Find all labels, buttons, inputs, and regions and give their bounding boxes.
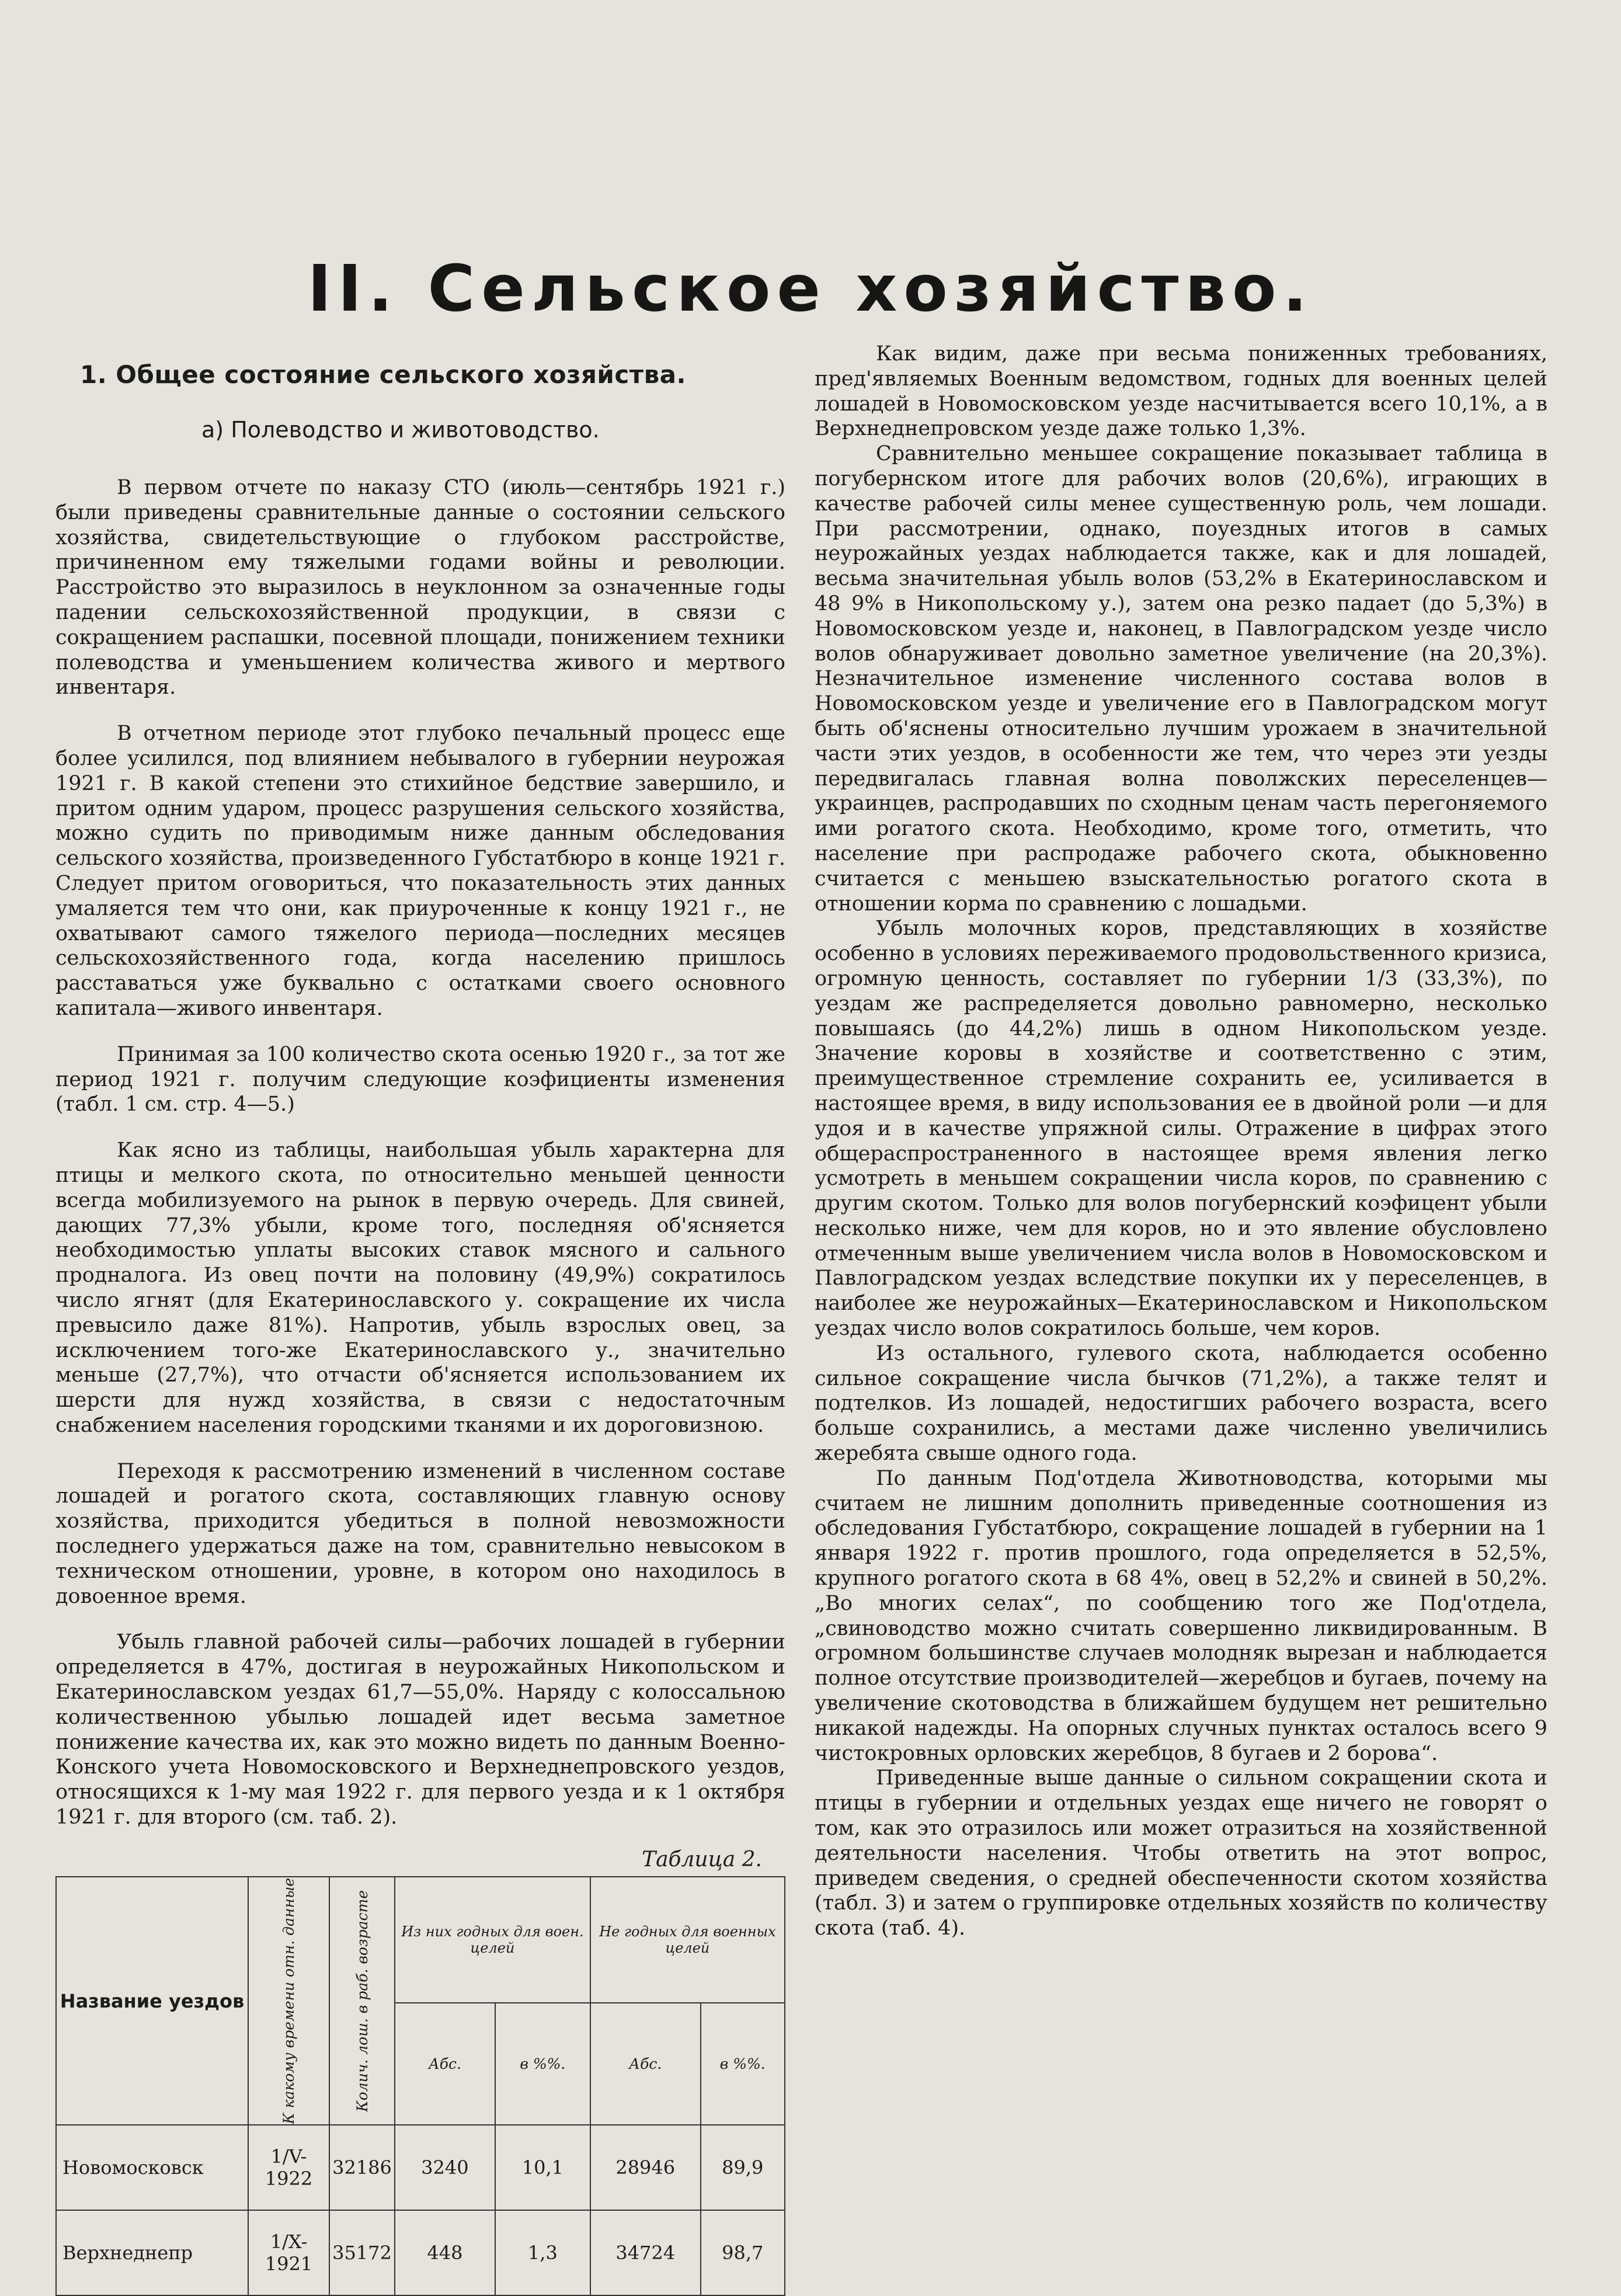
cell-unfit-pct: 89,9 [701,2125,785,2210]
header-time: К какому времени отн. данные [248,1877,329,2125]
paragraph: Приведенные выше данные о сильном сокращении скота и птицы в губернии и отдельных уездах еще ничего не говорят о том, как это отразилось или может отразиться на хозяйственной деятельности населения. Чтобы ответить на этот вопрос, приведем сведения, о средней обеспеченности скотом хозяйства (табл. 3) и затем о группировке отдельных хозяйств по количеству скота (таб. 4). [815,1766,1547,1940]
paragraph: Как ясно из таблицы, наибольшая убыль характерна для птицы и мелкого скота, по относительно меньшей ценности всегда мобилизуемого на рынок в первую очередь. Для свиней, дающих 77,3% убыли, кроме того, последняя об'ясняется необходимостью уплаты высоких ставок мясного и сального продналога. Из овец почти на половину (49,9%) сократилось число ягнят (для Екатеринославского у. сокращение их числа превысило даже 81%). Напротив, убыль взрослых овец, за исключением того-же Екатеринославского у., значительно меньше (27,7%), что отчасти об'ясняется использованием их шерсти для нужд хозяйства, в связи с недостаточным снабжением населения городскими тканями и их дороговизною. [55,1139,785,1437]
cell-count: 32186 [329,2125,395,2210]
table-caption: Таблица 2. [642,1847,762,1871]
right-column [815,342,1547,1941]
paragraph: В отчетном периоде этот глубоко печальный процесс еще более усилился, под влиянием небывалого в губернии неурожая 1921 г. В какой степени это стихийное бедствие завершило, и притом одним ударом, процесс разрушения сельского хозяйства, можно судить по приводимым ниже данным обследования сельского хозяйства, произведенного Губстатбюро в конце 1921 г. Следует притом оговориться, что показательность этих данных умаляется тем что они, как приуроченные к концу 1921 г., не охватывают самого тяжелого периода—последних месяцев сельскохозяйственного года, когда населению пришлось расставаться уже буквально с остатками своего основного капитала—живого инвентаря. [55,722,785,1020]
cell-fit-pct: 10,1 [495,2125,590,2210]
paragraph: В первом отчете по наказу СТО (июль—сентябрь 1921 г.) были приведены сравнительные данные о состоянии сельского хозяйства, свидетельствующие о глубоком расстройстве, причиненном ему тяжелыми годами войны и революции. Расстройство это выразилось в неуклонном за означенные годы падении сельскохозяйственной продукции, в связи с сокращением распашки, посевной площади, понижением техники полеводства и уменьшением количества живого и мертвого инвентаря. [55,476,785,700]
cell-count: 35172 [329,2210,395,2295]
cell-unfit-abs: 34724 [590,2210,701,2295]
header-abs: Абс. [395,2003,495,2125]
cell-fit-abs: 448 [395,2210,495,2295]
header-pct: в %%. [701,2003,785,2125]
cell-fit-abs: 3240 [395,2125,495,2210]
cell-fit-pct: 1,3 [495,2210,590,2295]
cell-uezd: Верхнеднепр [56,2210,248,2295]
table-row [56,2125,785,2210]
header-fit: Из них годных для воен. целей [395,1877,590,2003]
header-unfit: Не годных для военных целей [590,1877,785,2003]
left-column [55,342,785,2296]
paragraph: Сравнительно меньшее сокращение показывает таблица в погубернском итоге для рабочих волов (20,6%), играющих в качестве рабочей силы менее существенную роль, чем лошади. При рассмотрении, однако, поуездных итогов в самых неурожайных уездах наблюдается также, как и для лошадей, весьма значительная убыль волов (53,2% в Екатеринославском и 48 9% в Никопольскому у.), затем она резко падает (до 5,3%) в Новомосковском уезде и, наконец, в Павлоградском уезде число волов обнаруживает довольно заметное увеличение (на 20,3%). Незначительное изменение численного состава волов в Новомосковском уезде и увеличение его в Павлоградском могут быть об'яснены относительно лучшим урожаем в значительной части этих уездов, в особенности же тем, что через эти уезды передвигалась главная волна поволжских переселенцев—украинцев, распродавших по сходным ценам часть перегоняемого ими рогатого скота. Необходимо, кроме того, отметить, что население при распродаже рабочего скота, обыкновенно считается с меньшею взыскательностью рогатого скота в отношении корма по сравнению с лошадьми. [815,442,1547,916]
paragraph: Из остального, гулевого скота, наблюдается особенно сильное сокращение числа бычков (71,2%), а также телят и подтелков. Из лошадей, недостигших рабочего возраста, всего больше сохранились, а местами даже численно увеличились жеребята свыше одного года. [815,1341,1547,1466]
cell-uezd: Новомосковск [56,2125,248,2210]
cell-date: 1/X-1921 [248,2210,329,2295]
paragraph: Принимая за 100 количество скота осенью 1920 г., за тот же период 1921 г. получим следующие коэфициенты изменения (табл. 1 см. стр. 4—5.) [55,1042,785,1116]
cell-date: 1/V-1922 [248,2125,329,2210]
cell-unfit-pct: 98,7 [701,2210,785,2295]
page-title: II. Сельское хозяйство. [307,251,1314,326]
header-count: Колич. лош. в раб. возрасте [329,1877,395,2125]
horses-table [55,1876,785,2296]
header-uezd: Название уездов [56,1877,248,2125]
header-pct: в %%. [495,2003,590,2125]
cell-unfit-abs: 28946 [590,2125,701,2210]
paragraph: Как видим, даже при весьма пониженных требованиях, пред'являемых Военным ведомством, годных для военных целей лошадей в Новомосковском уезде насчитывается всего 10,1%, а в Верхнеднепровском уезде даже только 1,3%. [815,342,1547,441]
paragraph: Убыль главной рабочей силы—рабочих лошадей в губернии определяется в 47%, достигая в неурожайных Никопольском и Екатеринославском уездах 61,7—55,0%. Наряду с колоссальною количественною убылью лошадей идет весьма заметное понижение качества их, как это можно видеть по данным Военно-Конского учета Новомосковского и Верхнеднепровского уездов, относящихся к 1-му мая 1922 г. для первого уезда и к 1 октября 1921 г. для второго (см. таб. 2). [55,1630,785,1829]
subsection-heading: а) Полеводство и животоводство. [201,417,600,443]
paragraph: Убыль молочных коров, представляющих в хозяйстве особенно в условиях переживаемого продовольственного кризиса, огромную ценность, составляет по губернии 1/3 (33,3%), по уездам же распределяется довольно равномерно, несколько повышаясь (до 44,2%) лишь в одном Никопольском уезде. Значение коровы в хозяйстве и соответственно с этим, преимущественное стремление сохранить ее, усиливается в настоящее время, в виду использования ее в двойной роли —и для удоя и в качестве упряжной силы. Отражение в цифрах этого общераспространенного в настоящее время явления легко усмотреть в меньшем сокращении числа коров, по сравнению с другим скотом. Только для волов погубернский коэфицент убыли несколько ниже, чем для коров, но и это явление обусловлено отмеченным выше увеличением числа волов в Новомосковском и Павлоградском уездах вследствие покупки их у переселенцев, в наиболее же неурожайных—Екатеринославском и Никопольском уездах число волов сократилось больше, чем коров. [815,917,1547,1341]
paragraph: Переходя к рассмотрению изменений в численном составе лошадей и рогатого скота, составляющих главную основу хозяйства, приходится убедиться в полной невозможности последнего удержаться даже на том, сравнительно невысоком в техническом отношении, уровне, в котором оно находилось в довоенное время. [55,1459,785,1608]
table-row [56,2210,785,2295]
header-abs: Абс. [590,2003,701,2125]
section-heading: 1. Общее состояние сельского хозяйства. [80,360,686,389]
paragraph: По данным Под'отдела Животноводства, которыми мы считаем не лишним дополнить приведенные соотношения из обследования Губстатбюро, сокращение лошадей в губернии на 1 января 1922 г. против прошлого, года определяется в 52,5%, крупного рогатого скота в 68 4%, овец в 52,2% и свиней в 50,2%. „Во многих селах“, по сообщению того же Под'отдела, „свиноводство можно считать совершенно ликвидированным. В огромном большинстве случаев молодняк вырезан и наблюдается полное отсутствие производителей—жеребцов и бугаев, почему на увеличение скотоводства в ближайшем будущем нет решительно никакой надежды. На опорных случных пунктах осталось всего 9 чистокровных орловских жеребцов, 8 бугаев и 2 борова“. [815,1466,1547,1765]
